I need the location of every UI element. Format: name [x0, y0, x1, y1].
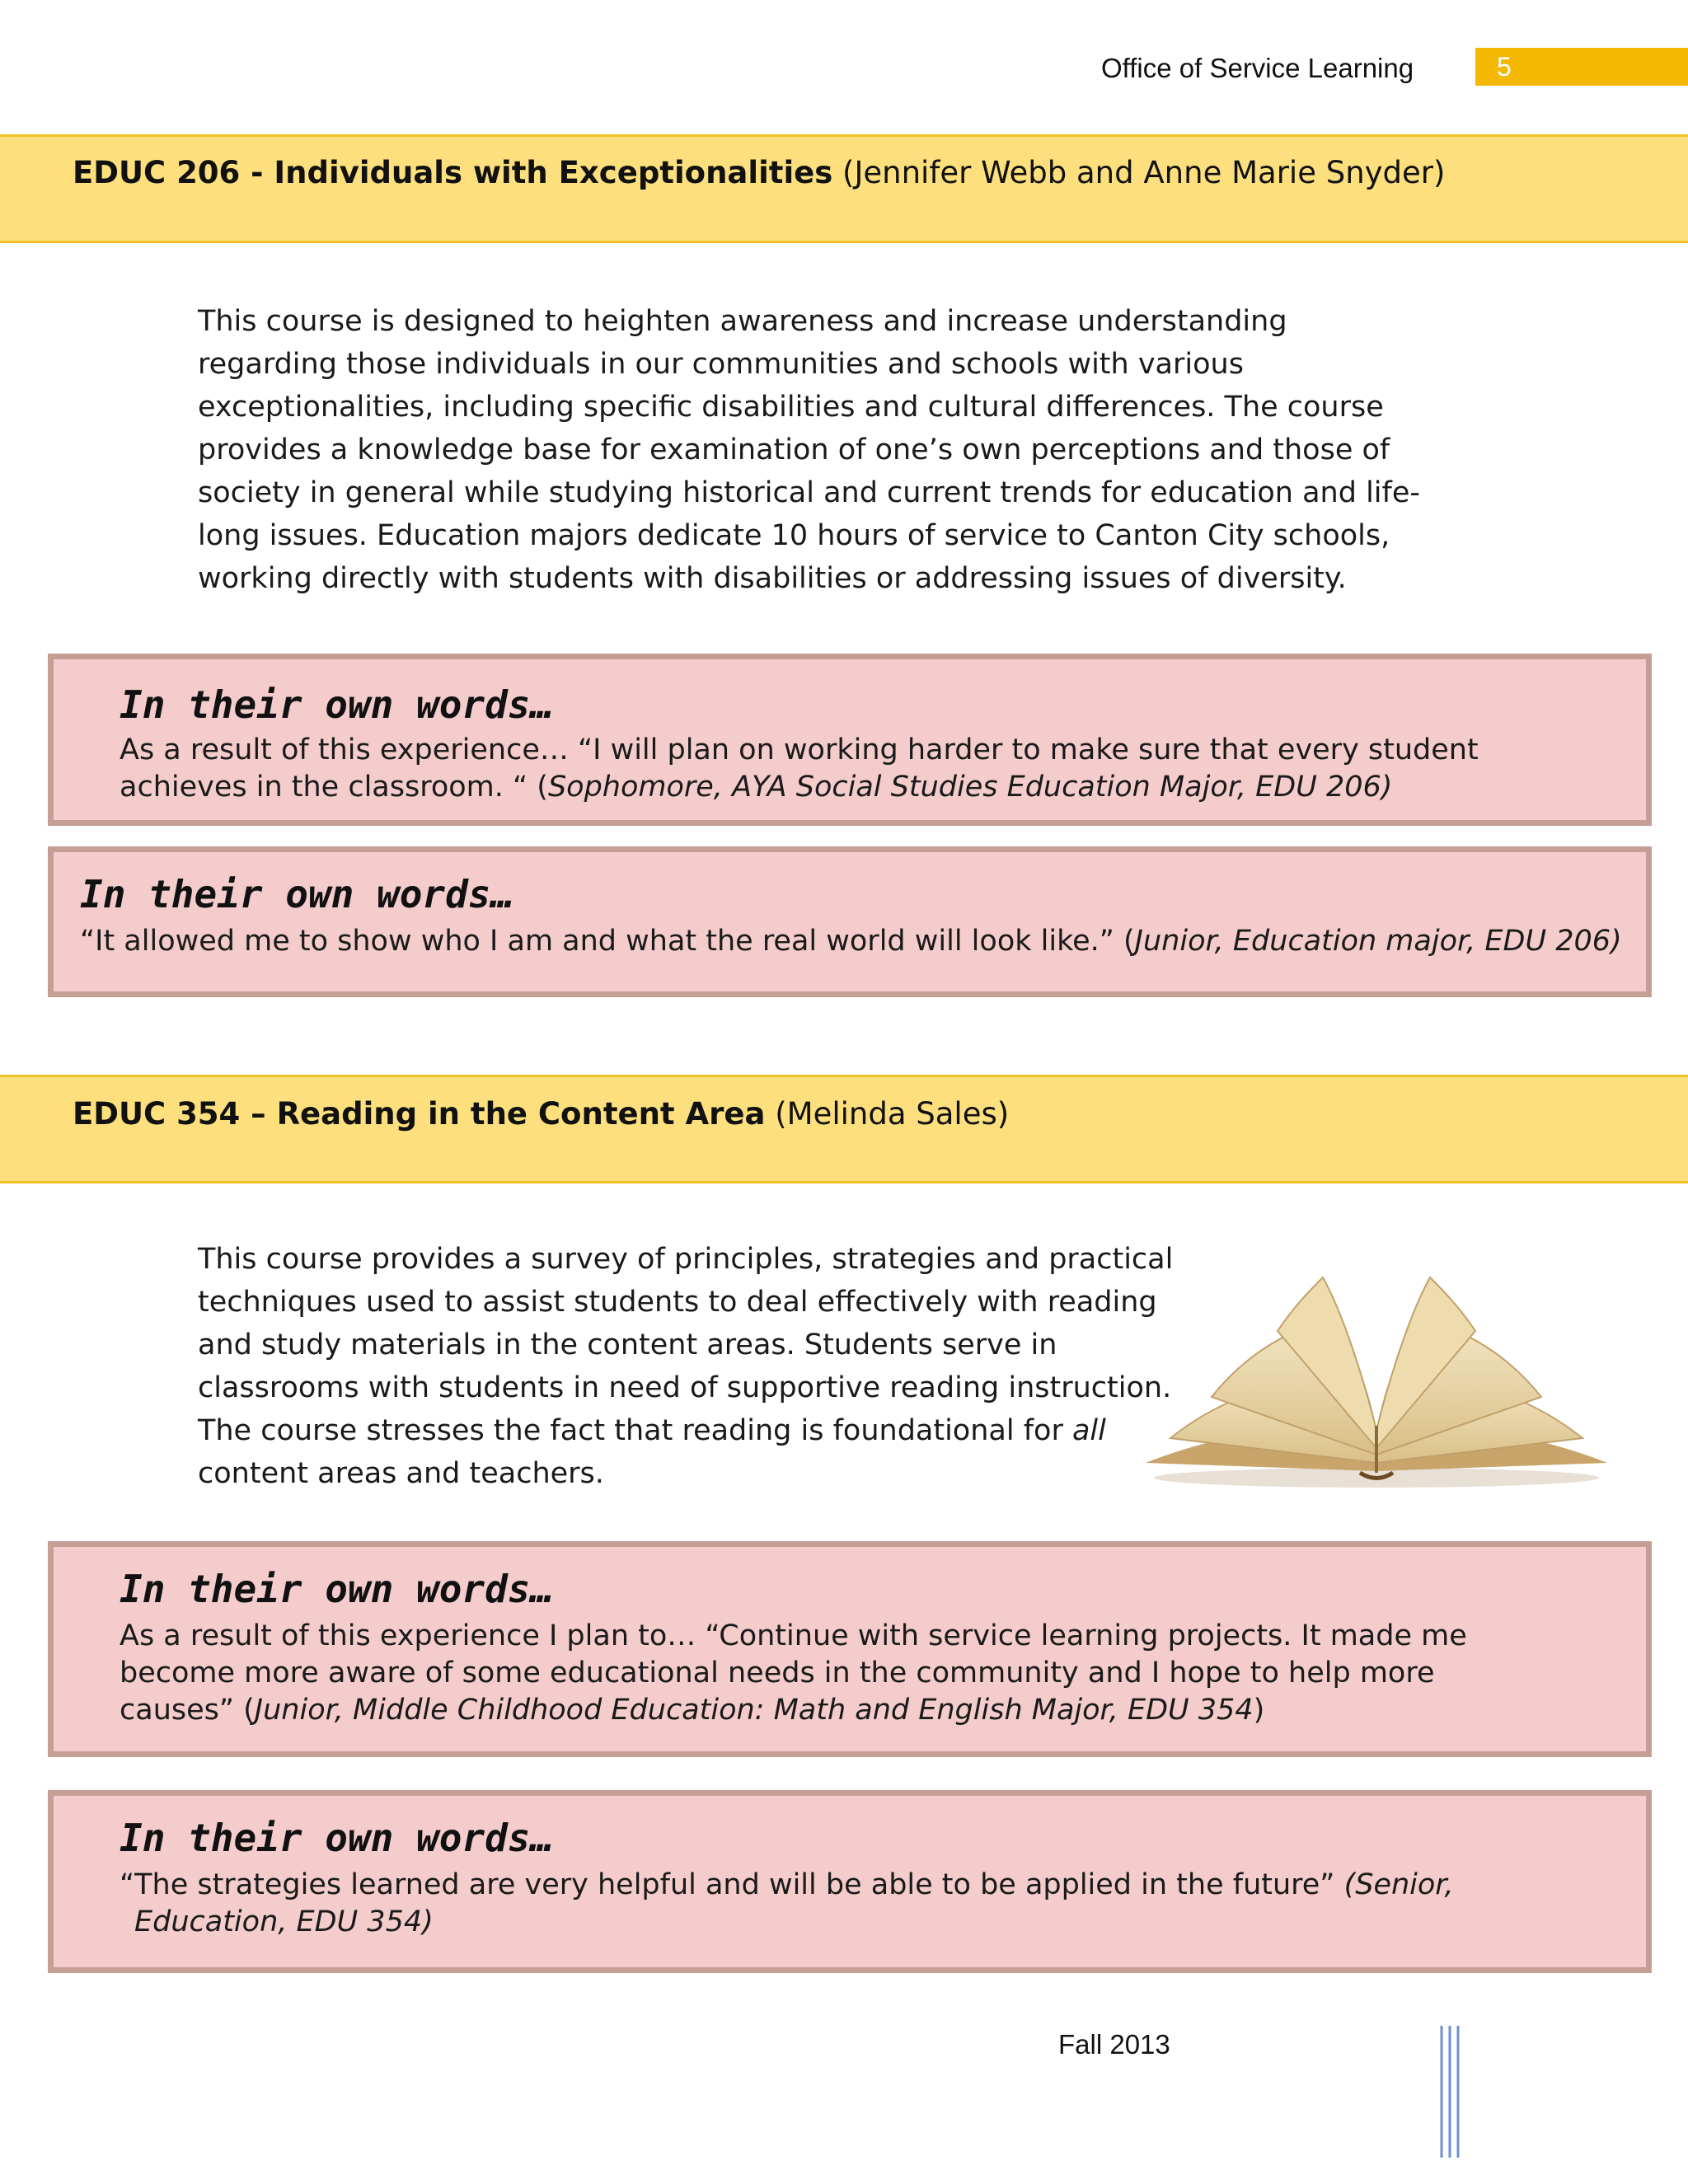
page-number-tab: 5 — [1475, 48, 1688, 86]
quote-attribution: (Senior, — [1343, 1868, 1454, 1901]
description-line: regarding those individuals in our communities and schools with various — [198, 348, 1244, 381]
course-description-educ354 — [198, 1238, 1173, 1495]
description-line: long issues. Education majors dedicate 10 hours of service to Canton City schools, — [198, 519, 1390, 552]
description-line: provides a knowledge base for examination of one’s own perceptions and those of — [198, 434, 1390, 466]
footer-season: Fall 2013 — [1058, 2029, 1170, 2060]
description-line: This course is designed to heighten awareness and increase understanding — [198, 305, 1287, 338]
quote-title: In their own words… — [120, 1567, 554, 1611]
quote-box — [48, 846, 1652, 997]
quote-body: achieves in the classroom. “ ( — [120, 771, 548, 804]
quote-text — [120, 1867, 1454, 1941]
description-line: content areas and teachers. — [198, 1457, 604, 1490]
quote-title: In their own words… — [120, 682, 554, 727]
quote-text — [120, 1618, 1467, 1729]
quote-line: As a result of this experience I plan to… “Continue with service learning projects. It made me — [120, 1619, 1467, 1652]
description-line: society in general while studying historical and current trends for education and life- — [198, 476, 1421, 509]
quote-line — [120, 1692, 1467, 1729]
description-text: The course stresses the fact that reading is foundational for — [198, 1414, 1072, 1447]
header-office-name: Office of Service Learning — [1101, 53, 1414, 83]
quote-box — [48, 654, 1652, 826]
quote-attribution: Junior, Education major, EDU 206) — [1134, 925, 1622, 958]
quote-text — [80, 923, 1622, 960]
course-heading-educ206 — [73, 155, 1445, 190]
quote-body: ) — [1253, 1694, 1265, 1727]
quote-body: causes” ( — [120, 1694, 255, 1727]
quote-line — [80, 923, 1622, 960]
description-emphasis: all — [1071, 1414, 1106, 1447]
description-line: classrooms with students in need of supportive reading instruction. — [198, 1371, 1172, 1404]
course-instructors: (Jennifer Webb and Anne Marie Snyder) — [842, 155, 1446, 190]
description-line: techniques used to assist students to deal effectively with reading — [198, 1286, 1157, 1319]
quote-attribution: Sophomore, AYA Social Studies Education Major, EDU 206) — [547, 771, 1393, 804]
description-line: and study materials in the content areas. Students serve in — [198, 1329, 1057, 1361]
description-line: exceptionalities, including specific disabilities and cultural differences. The course — [198, 391, 1384, 424]
open-book-icon — [1137, 1257, 1615, 1496]
description-line: This course provides a survey of principles, strategies and practical — [198, 1243, 1174, 1276]
description-line — [198, 1409, 1173, 1452]
quote-box — [48, 1541, 1652, 1757]
quote-line — [120, 1904, 1454, 1941]
course-code: EDUC 354 – Reading in the Content Area — [73, 1096, 766, 1132]
quote-title: In their own words… — [120, 1816, 554, 1860]
course-description-educ206 — [198, 300, 1420, 600]
quote-line: As a result of this experience… “I will plan on working harder to make sure that every student — [120, 733, 1479, 766]
quote-line — [120, 769, 1479, 806]
footer-rule-lines — [1438, 2026, 1463, 2158]
quote-body: “It allowed me to show who I am and what the real world will look like.” ( — [80, 925, 1135, 958]
quote-title: In their own words… — [80, 872, 514, 916]
quote-body: “The strategies learned are very helpful and will be able to be applied in the future” — [120, 1868, 1344, 1901]
quote-line — [120, 1867, 1454, 1904]
course-instructors: (Melinda Sales) — [775, 1096, 1010, 1132]
quote-box — [48, 1790, 1652, 1973]
course-code: EDUC 206 - Individuals with Exceptionalities — [73, 155, 833, 190]
quote-attribution: Education, EDU 354) — [134, 1905, 434, 1938]
description-line: working directly with students with disabilities or addressing issues of diversity. — [198, 562, 1347, 595]
quote-attribution: Junior, Middle Childhood Education: Math and English Major, EDU 354 — [254, 1694, 1254, 1727]
quote-line: become more aware of some educational needs in the community and I hope to help more — [120, 1657, 1435, 1690]
course-heading-educ354 — [73, 1096, 1009, 1132]
quote-text — [120, 732, 1479, 806]
